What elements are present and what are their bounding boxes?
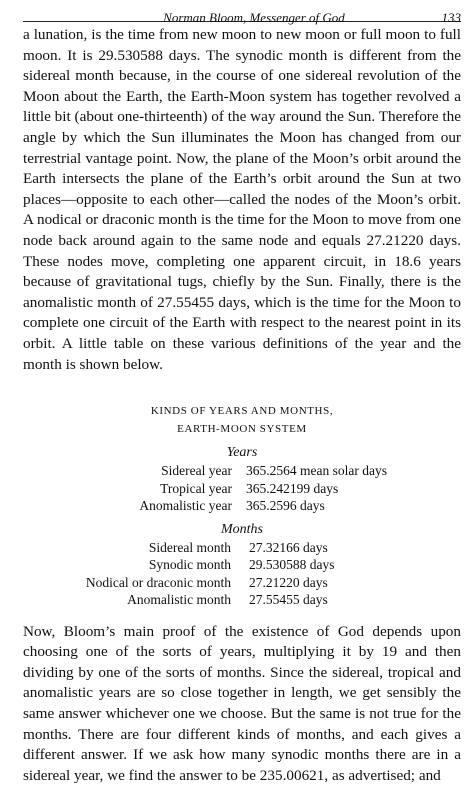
row-value: 29.530588 days [249, 557, 335, 573]
table-caption-line: KINDS OF YEARS AND MONTHS, [150, 405, 334, 418]
body-paragraph: Now, Bloom’s main proof of the existence of God depends upon choosing one of the sorts of years, multiplying it by 19 and then dividing by one of the sorts of months. Since the sidereal, tropical and anomalistic years are so close together in length, we get sensibly the same answer whichever one we choose. But the same is not true for the months. There are four different kinds of months, and each gives a different answer. If we ask how many synodic months there are in a sidereal year, we find the answer to be 235.00621, as advertised; and [23, 622, 461, 784]
row-label: Synodic month [148, 557, 231, 573]
running-head [23, 0, 461, 25]
table-row [23, 480, 461, 498]
row-value: 27.21220 days [249, 574, 328, 590]
row-value: 27.32166 days [249, 539, 328, 555]
table-row [23, 556, 461, 574]
row-label: Sidereal month [148, 539, 231, 555]
years-section [23, 444, 461, 515]
table-caption-line: EARTH-MOON SYSTEM [177, 423, 307, 436]
table-row [23, 591, 461, 609]
table-row [23, 539, 461, 557]
row-label: Sidereal year [161, 463, 232, 479]
years-months-table [23, 402, 461, 609]
table-row [23, 462, 461, 480]
row-label: Tropical year [160, 480, 232, 496]
row-value: 27.55455 days [249, 592, 328, 608]
row-label: Nodical or draconic month [85, 574, 231, 590]
row-value: 365.2564 mean solar days [246, 463, 387, 479]
row-label: Anomalistic month [127, 592, 231, 608]
page-number: 133 [441, 10, 461, 25]
table-row [23, 497, 461, 515]
running-head-title: Norman Bloom, Messenger of God [163, 10, 345, 25]
table-row [23, 574, 461, 592]
years-heading: Years [226, 445, 258, 461]
months-section [23, 521, 461, 609]
row-label: Anomalistic year [139, 498, 232, 514]
body-paragraph: a lunation, is the time from new moon to new moon or full moon to full moon. It is 29.530588 days. The synodic month is different from the sidereal month because, in the course of one sidereal revolution of the Moon about the Earth, the Earth-Moon system has together revolved a little bit (about one-thirteenth) of the way around the Sun. Therefore the angle by which the Sun illuminates the Moon has changed from our terrestrial vantage point. Now, the plane of the Moon’s orbit around the Earth intersects the plane of the Earth’s orbit around the Sun at two places—opposite to each other—called the nodes of the Moon’s orbit. A nodical or draconic month is the time for the Moon to move from one node back around again to the same node and equals 27.21220 days. These nodes move, completing one apparent circuit, in 18.6 years because of gravitational tugs, chiefly by the Sun. Finally, there is the anomalistic month of 27.55455 days, which is the time for the Moon to complete one circuit of the Earth with respect to the nearest point in its orbit. A little table on these various definitions of the year and the month is shown below. [23, 26, 461, 373]
row-value: 365.242199 days [246, 480, 339, 496]
months-heading: Months [221, 521, 263, 537]
row-value: 365.2596 days [246, 498, 325, 514]
